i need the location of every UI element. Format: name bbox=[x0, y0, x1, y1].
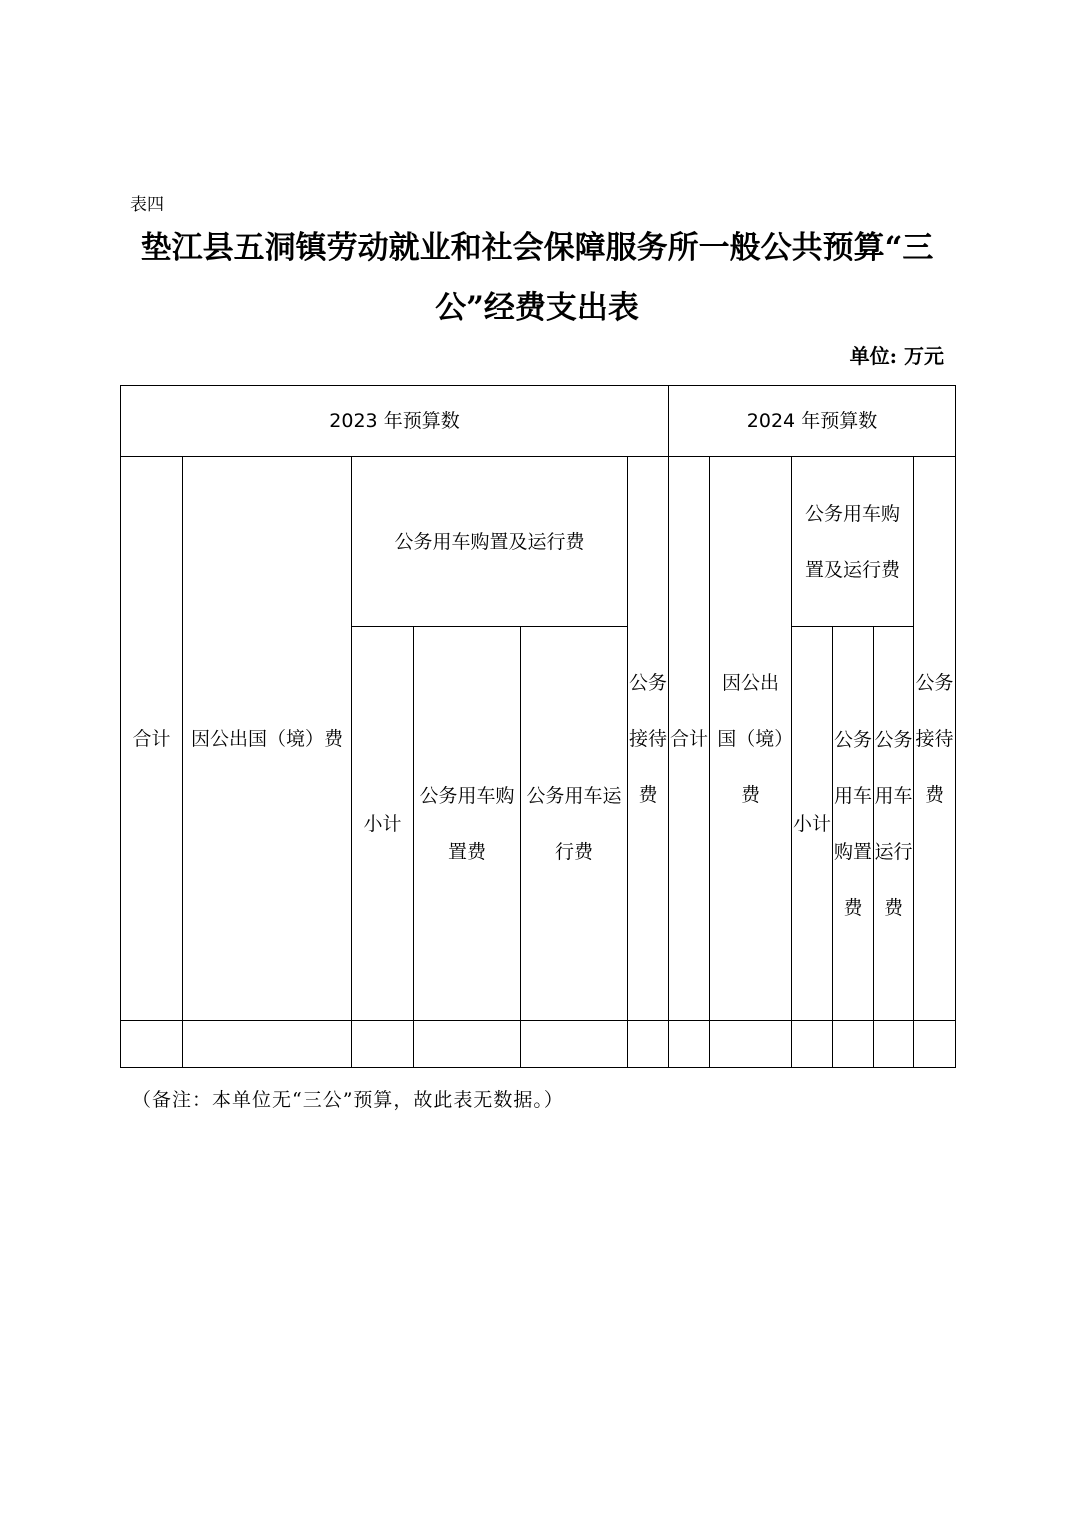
budget-table bbox=[120, 385, 956, 1068]
table-cell bbox=[710, 1021, 792, 1068]
header-2024-subtotal: 小计 bbox=[792, 627, 833, 1021]
header-2024-abroad: 因公出国（境）费 bbox=[710, 457, 792, 1021]
footnote: （备注：本单位无“三公”预算，故此表无数据。） bbox=[132, 1089, 564, 1111]
header-2023-abroad: 因公出国（境）费 bbox=[183, 457, 352, 1021]
table-label: 表四 bbox=[130, 195, 164, 215]
table-cell bbox=[121, 1021, 183, 1068]
header-2024-budget: 2024 年预算数 bbox=[669, 386, 956, 457]
header-2024-car-operation: 公务用车运行费 bbox=[874, 627, 914, 1021]
header-2024-total: 合计 bbox=[669, 457, 710, 1021]
header-2023-budget: 2023 年预算数 bbox=[121, 386, 669, 457]
table-cell bbox=[833, 1021, 874, 1068]
table-cell bbox=[914, 1021, 956, 1068]
page-title: 垫江县五洞镇劳动就业和社会保障服务所一般公共预算“三公”经费支出表 bbox=[140, 230, 934, 326]
header-2024-car: 公务用车购置及运行费 bbox=[792, 457, 914, 627]
header-2023-car: 公务用车购置及运行费 bbox=[352, 457, 628, 627]
header-2024-reception: 公务接待费 bbox=[914, 457, 956, 1021]
table-cell bbox=[183, 1021, 352, 1068]
table-cell bbox=[521, 1021, 628, 1068]
table-cell bbox=[414, 1021, 521, 1068]
table-cell bbox=[874, 1021, 914, 1068]
table-cell bbox=[628, 1021, 669, 1068]
header-2024-car-purchase: 公务用车购置费 bbox=[833, 627, 874, 1021]
table-cell bbox=[352, 1021, 414, 1068]
header-2023-car-operation: 公务用车运行费 bbox=[521, 627, 628, 1021]
unit-label: 单位: 万元 bbox=[849, 344, 944, 368]
header-2023-subtotal: 小计 bbox=[352, 627, 414, 1021]
table-cell bbox=[669, 1021, 710, 1068]
table-cell bbox=[792, 1021, 833, 1068]
header-2023-car-purchase: 公务用车购置费 bbox=[414, 627, 521, 1021]
header-2023-reception: 公务接待费 bbox=[628, 457, 669, 1021]
header-2023-total: 合计 bbox=[121, 457, 183, 1021]
